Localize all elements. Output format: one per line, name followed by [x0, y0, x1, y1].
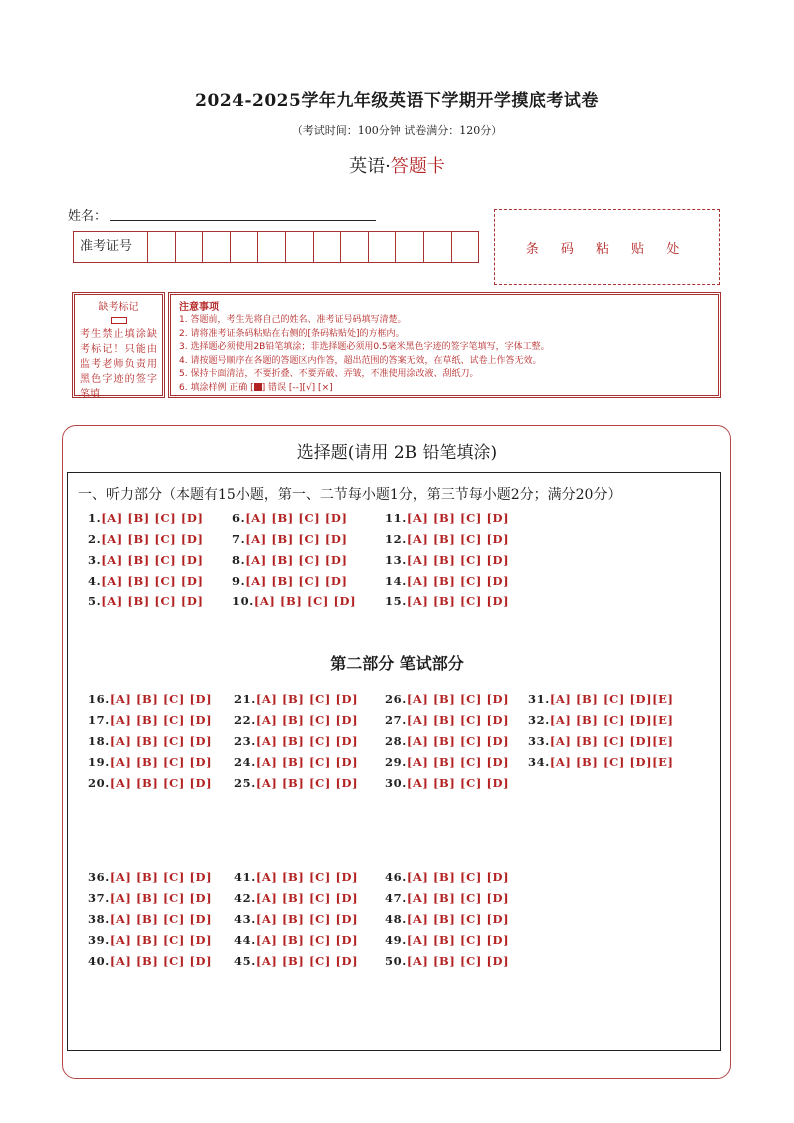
barcode-label: 条 码 粘 贴 处 — [525, 241, 689, 257]
question-21 — [234, 692, 358, 706]
absent-mark-box — [72, 292, 165, 398]
question-27 — [385, 713, 509, 727]
question-number: 43. — [234, 912, 256, 926]
question-number: 17. — [88, 713, 110, 727]
question-number: 48. — [385, 912, 407, 926]
question-number: 28. — [385, 734, 407, 748]
answer-options[interactable]: [A] [B] [C] [D] — [255, 776, 359, 790]
question-number: 37. — [88, 891, 110, 905]
answer-options[interactable]: [A] [B] [C] [D] — [406, 594, 510, 608]
admission-number-grid — [73, 231, 479, 263]
question-number: 46. — [385, 870, 407, 884]
question-30 — [385, 776, 509, 790]
answer-options[interactable]: [A] [B] [C] [D] — [109, 912, 213, 926]
question-49 — [385, 933, 509, 947]
question-number: 16. — [88, 692, 110, 706]
answer-options[interactable]: [A] [B] [C] [D] — [101, 594, 204, 608]
question-number: 33. — [528, 734, 550, 748]
notes-heading: 注意事项 — [179, 302, 219, 313]
answer-options[interactable]: [A] [B] [C] [D] — [109, 755, 213, 769]
multiple-choice-title: 选择题(请用 2B 铅笔填涂) — [296, 443, 498, 463]
question-47 — [385, 891, 509, 905]
barcode-area — [494, 209, 720, 285]
question-number: 4. — [88, 574, 102, 588]
answer-options[interactable]: [A] [B] [C] [D] — [109, 933, 213, 947]
notes-line: 2. 请将准考证条码粘贴在右侧的[条码粘贴处]的方框内。 — [179, 328, 405, 339]
answer-options[interactable]: [A] [B] [C] [D] — [109, 734, 213, 748]
answer-options[interactable]: [A] [B] [C] [D] — [406, 755, 510, 769]
answer-options[interactable]: [A] [B] [C] [D] — [406, 553, 510, 567]
answer-options[interactable]: [A] [B] [C] [D] — [245, 511, 348, 525]
question-13 — [385, 553, 509, 567]
question-26 — [385, 692, 509, 706]
question-number: 10. — [232, 594, 254, 608]
question-38 — [88, 912, 212, 926]
question-41 — [234, 870, 358, 884]
question-36 — [88, 870, 212, 884]
question-7 — [232, 532, 348, 546]
question-25 — [234, 776, 358, 790]
card-title — [0, 152, 794, 178]
sample-prefix: 6. 填涂样例 正确 [ — [179, 382, 254, 393]
name-field[interactable] — [110, 220, 376, 221]
question-number: 9. — [232, 574, 246, 588]
answer-options[interactable]: [A] [B] [C] [D] — [245, 574, 348, 588]
answer-options[interactable]: [A] [B] [C] [D] — [255, 891, 359, 905]
question-23 — [234, 734, 358, 748]
answer-options[interactable]: [A] [B] [C] [D] — [109, 713, 213, 727]
question-number: 49. — [385, 933, 407, 947]
card-title-subject: 英语· — [349, 156, 391, 177]
question-number: 13. — [385, 553, 407, 567]
answer-options[interactable]: [A] [B] [C] [D] — [109, 692, 213, 706]
answer-options[interactable]: [A] [B] [C] [D] — [406, 912, 510, 926]
question-number: 3. — [88, 553, 102, 567]
question-number: 30. — [385, 776, 407, 790]
answer-options[interactable]: [A] [B] [C] [D][E] — [549, 734, 674, 748]
question-45 — [234, 954, 358, 968]
question-number: 5. — [88, 594, 102, 608]
name-label: 姓名： — [68, 209, 108, 224]
answer-options[interactable]: [A] [B] [C] [D] — [255, 954, 359, 968]
question-number: 25. — [234, 776, 256, 790]
answer-options[interactable]: [A] [B] [C] [D][E] — [549, 755, 674, 769]
answer-options[interactable]: [A] [B] [C] [D] — [245, 532, 348, 546]
admission-digit-cell[interactable] — [369, 232, 397, 262]
answer-options[interactable]: [A] [B] [C] [D] — [101, 511, 204, 525]
answer-options[interactable]: [A] [B] [C] [D] — [255, 755, 359, 769]
notes-line: 1. 答题前，考生先将自己的姓名、准考证号码填写清楚。 — [179, 315, 407, 325]
question-42 — [234, 891, 358, 905]
question-number: 50. — [385, 954, 407, 968]
question-14 — [385, 574, 509, 588]
answer-options[interactable]: [A] [B] [C] [D] — [109, 870, 213, 884]
question-number: 27. — [385, 713, 407, 727]
absent-mark-title: 缺考标记 — [98, 302, 139, 313]
answer-options[interactable]: [A] [B] [C] [D] — [101, 532, 204, 546]
question-number: 12. — [385, 532, 407, 546]
question-number: 47. — [385, 891, 407, 905]
question-number: 2. — [88, 532, 102, 546]
question-3 — [88, 553, 204, 567]
question-number: 42. — [234, 891, 256, 905]
question-9 — [232, 574, 348, 588]
question-number: 7. — [232, 532, 246, 546]
question-11 — [385, 511, 509, 525]
answer-options[interactable]: [A] [B] [C] [D] — [109, 954, 213, 968]
question-4 — [88, 574, 204, 588]
exam-info: （考试时间：100分钟 试卷满分：120分） — [291, 124, 503, 137]
question-43 — [234, 912, 358, 926]
answer-options[interactable]: [A] [B] [C] [D] — [101, 553, 204, 567]
answer-options[interactable]: [A] [B] [C] [D] — [406, 532, 510, 546]
question-number: 41. — [234, 870, 256, 884]
question-number: 15. — [385, 594, 407, 608]
answer-options[interactable]: [A] [B] [C] [D] — [406, 692, 510, 706]
answer-options[interactable]: [A] [B] [C] [D] — [406, 870, 510, 884]
listening-section-heading: 一、听力部分（本题有15小题，第一、二节每小题1分，第三节每小题2分；满分20分） — [78, 487, 622, 503]
question-18 — [88, 734, 212, 748]
answer-options[interactable]: [A] [B] [C] [D] — [406, 511, 510, 525]
answer-options[interactable]: [A] [B] [C] [D] — [255, 692, 359, 706]
question-number: 31. — [528, 692, 550, 706]
answer-options[interactable]: [A] [B] [C] [D] — [255, 713, 359, 727]
question-19 — [88, 755, 212, 769]
question-44 — [234, 933, 358, 947]
page-title: 2024-2025学年九年级英语下学期开学摸底考试卷 — [195, 91, 599, 111]
answer-options[interactable]: [A] [B] [C] [D] — [406, 933, 510, 947]
question-number: 23. — [234, 734, 256, 748]
admission-digit-cell[interactable] — [396, 232, 424, 262]
notes-box — [168, 292, 721, 398]
notes-line: 4. 请按题号顺序在各题的答题区内作答，超出范围的答案无效，在草纸、试卷上作答无效。 — [179, 355, 542, 366]
admission-digit-cell[interactable] — [341, 232, 369, 262]
written-section-heading: 第二部分 笔试部分 — [330, 654, 464, 673]
answer-options[interactable]: [A] [B] [C] [D] — [255, 870, 359, 884]
question-number: 18. — [88, 734, 110, 748]
admission-digit-cell[interactable] — [203, 232, 231, 262]
answer-options[interactable]: [A] [B] [C] [D][E] — [549, 692, 674, 706]
question-15 — [385, 594, 509, 608]
answer-options[interactable]: [A] [B] [C] [D] — [255, 912, 359, 926]
question-number: 36. — [88, 870, 110, 884]
question-20 — [88, 776, 212, 790]
answer-options[interactable]: [A] [B] [C] [D] — [406, 734, 510, 748]
answer-options[interactable]: [A] [B] [C] [D] — [255, 933, 359, 947]
question-number: 20. — [88, 776, 110, 790]
card-title-answer-sheet: 答题卡 — [390, 156, 445, 177]
question-number: 6. — [232, 511, 246, 525]
question-22 — [234, 713, 358, 727]
question-8 — [232, 553, 348, 567]
question-29 — [385, 755, 509, 769]
question-number: 40. — [88, 954, 110, 968]
question-number: 24. — [234, 755, 256, 769]
admission-digit-cell[interactable] — [286, 232, 314, 262]
admission-digit-cell[interactable] — [452, 232, 479, 262]
question-32 — [528, 713, 674, 727]
question-46 — [385, 870, 509, 884]
question-48 — [385, 912, 509, 926]
answer-options[interactable]: [A] [B] [C] [D] — [101, 574, 204, 588]
question-17 — [88, 713, 212, 727]
question-number: 38. — [88, 912, 110, 926]
question-24 — [234, 755, 358, 769]
question-28 — [385, 734, 509, 748]
question-31 — [528, 692, 674, 706]
absent-mark-description: 考生禁止填涂缺考标记！只能由监考老师负责用黑色字迹的签字笔填 — [80, 329, 157, 400]
answer-options[interactable]: [A] [B] [C] [D][E] — [549, 713, 674, 727]
question-5 — [88, 594, 204, 608]
question-12 — [385, 532, 509, 546]
question-number: 21. — [234, 692, 256, 706]
question-6 — [232, 511, 348, 525]
question-34 — [528, 755, 674, 769]
question-50 — [385, 954, 509, 968]
admission-digit-cell[interactable] — [231, 232, 259, 262]
question-number: 29. — [385, 755, 407, 769]
answer-options[interactable]: [A] [B] [C] [D] — [406, 954, 510, 968]
admission-digit-cell[interactable] — [424, 232, 452, 262]
question-number: 1. — [88, 511, 102, 525]
answer-options[interactable]: [A] [B] [C] [D] — [406, 574, 510, 588]
notes-line: 3. 选择题必须使用2B铅笔填涂；非选择题必须用0.5毫米黑色字迹的签字笔填写，字体工整。 — [179, 342, 550, 352]
question-33 — [528, 734, 674, 748]
notes-line: 5. 保持卡面清洁，不要折叠、不要弄破、弄皱，不准使用涂改液、刮纸刀。 — [179, 369, 479, 379]
question-39 — [88, 933, 212, 947]
question-16 — [88, 692, 212, 706]
question-number: 32. — [528, 713, 550, 727]
question-number: 19. — [88, 755, 110, 769]
question-number: 26. — [385, 692, 407, 706]
answer-options[interactable]: [A] [B] [C] [D] — [109, 776, 213, 790]
absent-mark-bubble[interactable] — [111, 317, 127, 324]
question-number: 11. — [385, 511, 407, 525]
question-1 — [88, 511, 204, 525]
question-number: 44. — [234, 933, 256, 947]
question-40 — [88, 954, 212, 968]
notes-sample-line — [179, 382, 710, 396]
question-number: 22. — [234, 713, 256, 727]
question-10 — [232, 594, 356, 608]
answer-options[interactable]: [A] [B] [C] [D] — [109, 891, 213, 905]
answer-options[interactable]: [A] [B] [C] [D] — [253, 594, 357, 608]
question-37 — [88, 891, 212, 905]
question-number: 14. — [385, 574, 407, 588]
admission-number-label: 准考证号 — [74, 232, 148, 262]
answer-options[interactable]: [A] [B] [C] [D] — [245, 553, 348, 567]
sample-suffix: ] 错误 [--][√] [×] — [261, 382, 333, 393]
question-number: 39. — [88, 933, 110, 947]
question-number: 8. — [232, 553, 246, 567]
admission-digit-cell[interactable] — [148, 232, 176, 262]
answer-options[interactable]: [A] [B] [C] [D] — [406, 891, 510, 905]
question-number: 34. — [528, 755, 550, 769]
admission-digit-cell[interactable] — [258, 232, 286, 262]
answer-options[interactable]: [A] [B] [C] [D] — [406, 776, 510, 790]
admission-digit-cell[interactable] — [176, 232, 204, 262]
answer-options[interactable]: [A] [B] [C] [D] — [406, 713, 510, 727]
question-2 — [88, 532, 204, 546]
filled-sample-icon — [254, 383, 262, 391]
admission-digit-cell[interactable] — [314, 232, 342, 262]
answer-options[interactable]: [A] [B] [C] [D] — [255, 734, 359, 748]
question-number: 45. — [234, 954, 256, 968]
